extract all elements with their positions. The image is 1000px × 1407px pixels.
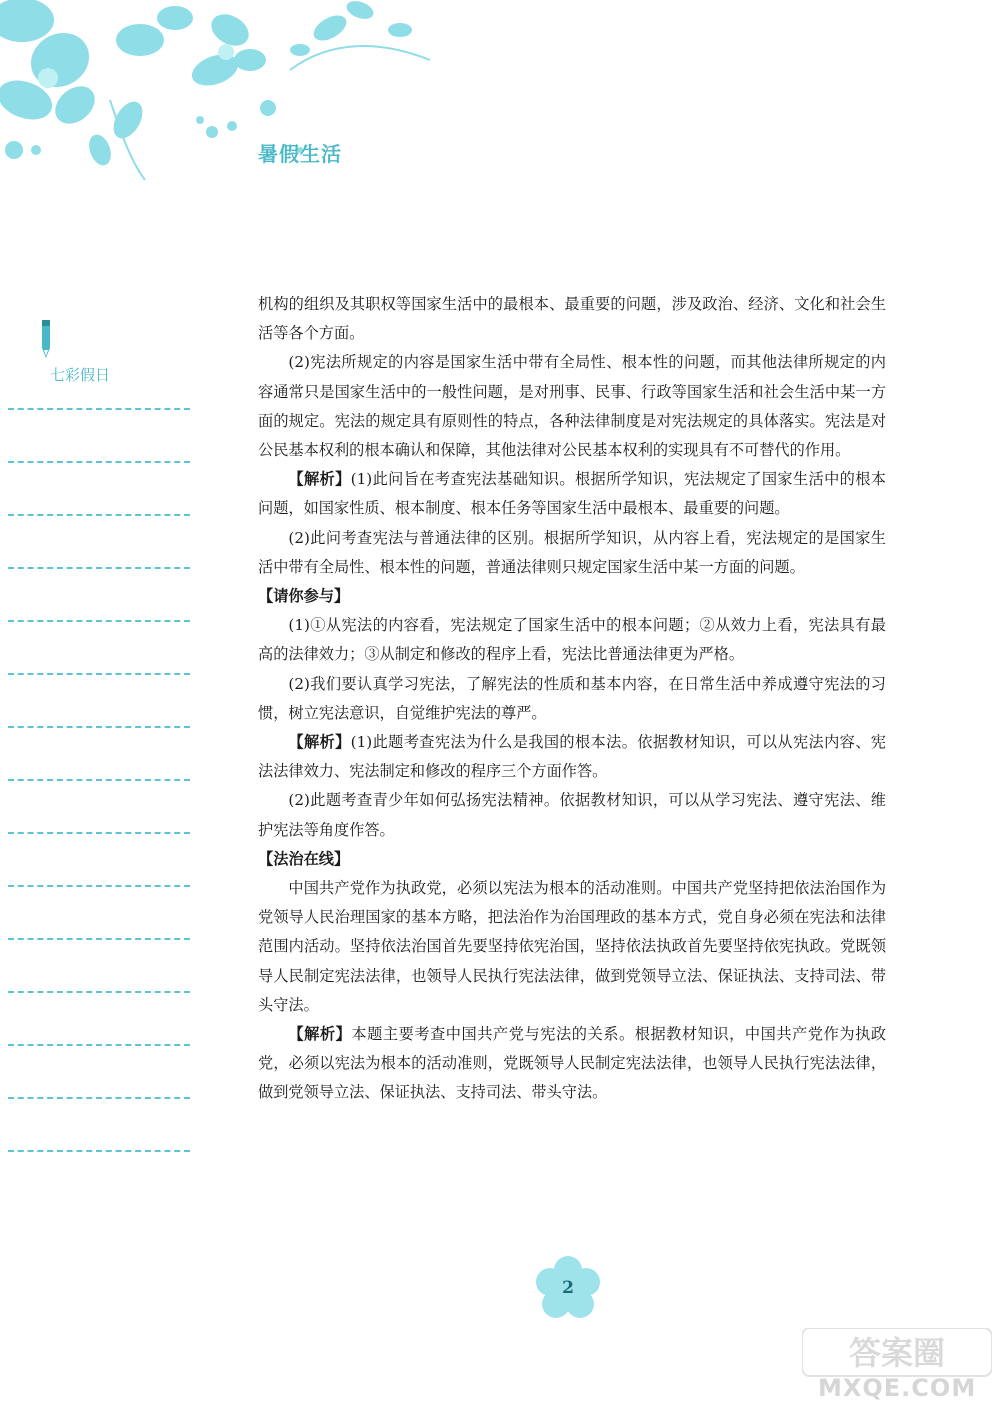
note-lines (8, 408, 190, 1203)
analysis-tag: 【解析】 (288, 1025, 352, 1044)
page-number-badge (536, 1256, 600, 1320)
analysis-tag: 【解析】 (288, 733, 351, 752)
analysis-text: (1)此题考查宪法为什么是我国的根本法。依据教材知识，可以从宪法内容、宪法法律效力、宪法制定和修改的程序三个方面作答。 (258, 733, 886, 781)
note-line (8, 408, 190, 410)
note-line (8, 567, 190, 569)
note-line (8, 726, 190, 728)
floral-decoration (0, 0, 460, 200)
analysis-text: 本题主要考查中国共产党与宪法的关系。根据教材知识，中国共产党作为执政党，必须以宪法为根本的活动准则，党既领导人民制定宪法法律，也领导人民执行宪法法律，做到党领导立法、保证执法、支持司法、带头守法。 (258, 1025, 887, 1102)
main-content (258, 290, 886, 1108)
svg-text:答案圈: 答案圈 (848, 1334, 946, 1372)
note-line (8, 832, 190, 834)
analysis-text: (1)此问旨在考查宪法基础知识。根据所学知识，宪法规定了国家生活中的根本问题，如国家性质、根本制度、根本任务等国家生活中最根本、最重要的问题。 (258, 470, 886, 518)
paragraph: 中国共产党作为执政党，必须以宪法为根本的活动准则。中国共产党坚持把依法治国作为党领导人民治理国家的基本方略，把法治作为治国理政的基本方式，党自身必须在宪法和法律范围内活动。坚持依法治国首先要坚持依宪治国，坚持依法执政首先要坚持依宪执政。党既领导人民制定宪法法律，也领导人民执行宪法法律，做到党领导立法、保证执法、支持司法、带头守法。 (258, 879, 886, 1014)
note-line (8, 1150, 190, 1152)
analysis-paragraph (258, 728, 886, 786)
note-line (8, 938, 190, 940)
page-number: 2 (562, 1278, 574, 1298)
section-heading: 【法治在线】 (258, 849, 350, 868)
analysis-tag: 【解析】 (288, 470, 351, 489)
analysis-paragraph (258, 465, 886, 523)
paragraph: (2)此问考查宪法与普通法律的区别。根据所学知识，从内容上看，宪法规定的是国家生活中带有全局性、根本性的问题，普通法律则只规定国家生活中某一方面的问题。 (258, 528, 886, 576)
note-line (8, 1044, 190, 1046)
pen-icon (36, 318, 58, 362)
paragraph: (2)宪法所规定的内容是国家生活中带有全局性、根本性的问题，而其他法律所规定的内容通常只是国家生活中的一般性问题，是对刑事、民事、行政等国家生活和社会生活中某一方面的规定。宪法的规定具有原则性的特点，各种法律制度是对宪法规定的具体落实。宪法是对公民基本权利的根本确认和保障，其他法律对公民基本权利的实现具有不可替代的作用。 (258, 353, 886, 460)
note-line (8, 1097, 190, 1099)
watermark-logo-icon (802, 1328, 992, 1378)
sidebar-label: 七彩假日 (50, 366, 111, 384)
paragraph: (1)①从宪法的内容看，宪法规定了国家生活中的根本问题；②从效力上看，宪法具有最高的法律效力；③从制定和修改的程序上看，宪法比普通法律更为严格。 (258, 616, 886, 664)
paragraph: (2)此题考查青少年如何弘扬宪法精神。依据教材知识，可以从学习宪法、遵守宪法、维护宪法等角度作答。 (258, 791, 886, 839)
header-title: 暑假生活 (258, 142, 342, 166)
note-line (8, 673, 190, 675)
paragraph: 机构的组织及其职权等国家生活中的最根本、最重要的问题，涉及政治、经济、文化和社会生活等各个方面。 (258, 295, 886, 343)
note-line (8, 514, 190, 516)
section-heading: 【请你参与】 (258, 587, 350, 606)
note-line (8, 620, 190, 622)
note-line (8, 461, 190, 463)
paragraph: (2)我们要认真学习宪法，了解宪法的性质和基本内容，在日常生活中养成遵守宪法的习惯，树立宪法意识，自觉维护宪法的尊严。 (258, 674, 886, 722)
watermark-url: MXQE.COM (818, 1374, 977, 1402)
note-line (8, 991, 190, 993)
analysis-paragraph (258, 1020, 886, 1108)
note-line (8, 779, 190, 781)
note-line (8, 885, 190, 887)
